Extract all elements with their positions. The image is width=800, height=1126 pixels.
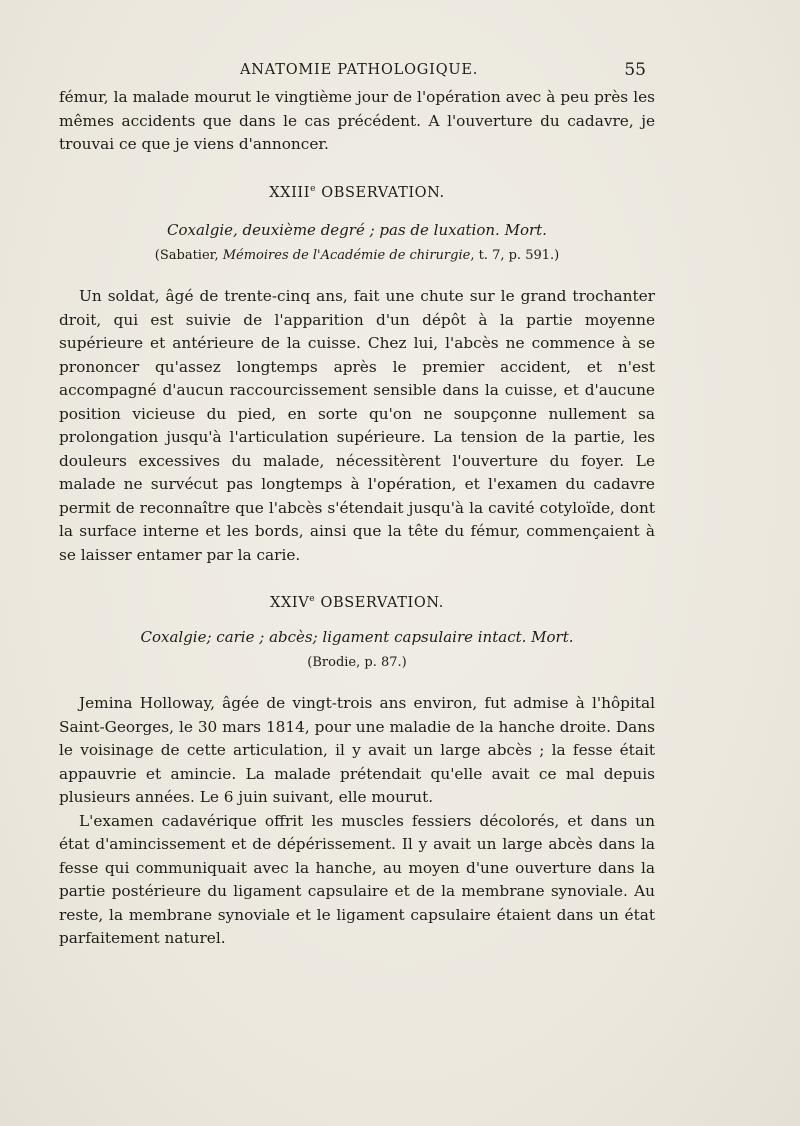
observation-24-superscript: e <box>309 594 316 605</box>
intro-paragraph: fémur, la malade mourut le vingtième jour de l'opération avec à peu près les mêmes accidents que dans le cas précédent. A l'ouverture du cadavre, je trouvai ce que je viens d'annoncer. <box>59 88 655 153</box>
observation-24-paragraph-1: Jemina Holloway, âgée de vingt-trois ans environ, fut admise à l'hôpital Saint-Georges, le 30 mars 1814, pour une maladie de la hanche droite. Dans le voisinage de cette articulation, il y avait un large abcès ; la fesse était appauvrie et amincie. La malade prétendait qu'elle avait ce mal depuis plusieurs années. Le 6 juin suivant, elle mourut. <box>59 694 655 807</box>
observation-23-superscript: e <box>310 183 317 194</box>
observation-24-heading-word: OBSERVATION. <box>320 595 444 612</box>
text-block <box>59 86 655 951</box>
observation-23-citation-after: , t. 7, p. 591.) <box>470 248 560 264</box>
observation-23-number: XXIII <box>269 184 311 201</box>
running-head <box>0 62 800 86</box>
observation-24-citation: (Brodie, p. 87.) <box>307 655 407 671</box>
observation-23-title: Coxalgie, deuxième degré ; pas de luxation. Mort. <box>167 221 547 240</box>
running-title: ANATOMIE PATHOLOGIQUE. <box>240 62 479 78</box>
observation-23-heading <box>59 184 655 201</box>
page-number: 55 <box>624 60 646 80</box>
observation-23-citation-before: (Sabatier, <box>154 248 223 264</box>
observation-24-number: XXIV <box>270 595 310 612</box>
observation-23-citation <box>59 248 655 263</box>
observation-23-citation-work: Mémoires de l'Académie de chirurgie <box>222 248 471 264</box>
observation-24-heading <box>59 594 655 611</box>
observation-23-paragraph: Un soldat, âgé de trente-cinq ans, fait une chute sur le grand trochanter droit, qui est suivie de l'apparition d'un dépôt à la partie moyenne supérieure et antérieure de la cuisse. Chez lui, l'abcès ne commence à se prononcer qu'assez longtemps après le premier accident, et n'est accompagné d'aucun raccourcissement sensible dans la cuisse, et d'aucune position vicieuse du pied, en sorte qu'on ne soupçonne nullement sa prolongation jusqu'à l'articulation supérieure. La tension de la partie, les douleurs excessives du malade, nécessitèrent l'ouverture du foyer. Le malade ne survécut pas longtemps à l'opération, et l'examen du cadavre permit de reconnaître que l'abcès s'étendait jusqu'à la cavité cotyloïde, dont la surface interne et les bords, ainsi que la tête du fémur, commençaient à se laisser entamer par la carie. <box>59 287 655 564</box>
observation-24-paragraph-2: L'examen cadavérique offrit les muscles fessiers décolorés, et dans un état d'amincissement et de dépérissement. Il y avait un large abcès dans la fesse qui communiquait avec la hanche, au moyen d'une ouverture dans la partie postérieure du ligament capsulaire et de la membrane synoviale. Au reste, la membrane synoviale et le ligament capsulaire étaient dans un état parfaitement naturel. <box>59 811 655 948</box>
observation-24-title: Coxalgie; carie ; abcès; ligament capsulaire intact. Mort. <box>140 628 574 647</box>
observation-23-heading-word: OBSERVATION. <box>321 184 445 201</box>
